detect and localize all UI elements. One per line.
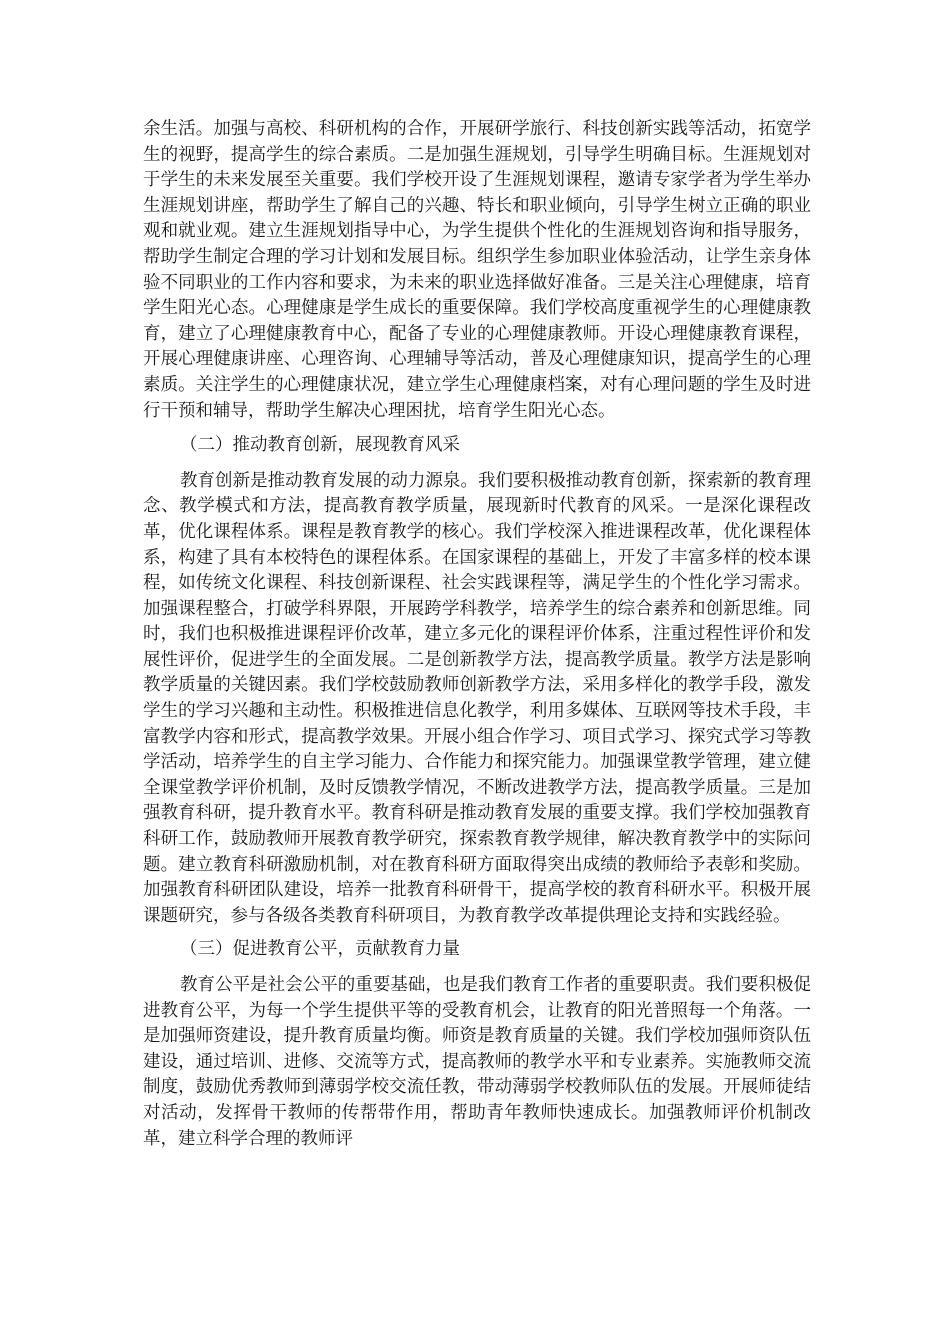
- section-heading-3: （三）促进教育公平，贡献教育力量: [180, 939, 460, 960]
- section-heading-2: （二）推动教育创新，展现教育风采: [180, 435, 460, 456]
- document-page: [143, 117, 811, 1152]
- body-paragraph-3: 教育公平是社会公平的重要基础，也是我们教育工作者的重要职责。我们要积极促进教育公平，为每一个学生提供平等的受教育机会，让教育的阳光普照每一个角落。一是加强师资建设，提升教育质量均衡。师资是教育质量的关键。我们学校加强师资队伍建设，通过培训、进修、交流等方式，提高教师的教学水平和专业素养。实施教师交流制度，鼓励优秀教师到薄弱学校交流任教，带动薄弱学校教师队伍的发展。开展师徒结对活动，发挥骨干教师的传帮带作用，帮助青年教师快速成长。加强教师评价机制改革，建立科学合理的教师评: [143, 975, 811, 1149]
- body-paragraph-2: 教育创新是推动教育发展的动力源泉。我们要积极推动教育创新，探索新的教育理念、教学模式和方法，提高教育教学质量，展现新时代教育的风采。一是深化课程改革，优化课程体系。课程是教育教学的核心。我们学校深入推进课程改革，优化课程体系，构建了具有本校特色的课程体系。在国家课程的基础上，开发了丰富多样的校本课程，如传统文化课程、科技创新课程、社会实践课程等，满足学生的个性化学习需求。加强课程整合，打破学科界限，开展跨学科教学，培养学生的综合素养和创新思维。同时，我们也积极推进课程评价改革，建立多元化的课程评价体系，注重过程性评价和发展性评价，促进学生的全面发展。二是创新教学方法，提高教学质量。教学方法是影响教学质量的关键因素。我们学校鼓励教师创新教学方法，采用多样化的教学手段，激发学生的学习兴趣和主动性。积极推进信息化教学，利用多媒体、互联网等技术手段，丰富教学内容和形式，提高教学效果。开展小组合作学习、项目式学习、探究式学习等教学活动，培养学生的自主学习能力、合作能力和探究能力。加强课堂教学管理，建立健全课堂教学评价机制，及时反馈教学情况，不断改进教学方法，提高教学质量。三是加强教育科研，提升教育水平。教育科研是推动教育发展的重要支撑。我们学校加强教育科研工作，鼓励教师开展教育教学研究，探索教育教学规律，解决教育教学中的实际问题。建立教育科研激励机制，对在教育科研方面取得突出成绩的教师给予表彰和奖励。加强教育科研团队建设，培养一批教育科研骨干，提高学校的教育科研水平。积极开展课题研究，参与各级各类教育科研项目，为教育教学改革提供理论支持和实践经验。: [143, 470, 811, 926]
- body-paragraph-1: 余生活。加强与高校、科研机构的合作，开展研学旅行、科技创新实践等活动，拓宽学生的视野，提高学生的综合素质。二是加强生涯规划，引导学生明确目标。生涯规划对于学生的未来发展至关重要。我们学校开设了生涯规划课程，邀请专家学者为学生举办生涯规划讲座，帮助学生了解自己的兴趣、特长和职业倾向，引导学生树立正确的职业观和就业观。建立生涯规划指导中心，为学生提供个性化的生涯规划咨询和指导服务，帮助学生制定合理的学习计划和发展目标。组织学生参加职业体验活动，让学生亲身体验不同职业的工作内容和要求，为未来的职业选择做好准备。三是关注心理健康，培育学生阳光心态。心理健康是学生成长的重要保障。我们学校高度重视学生的心理健康教育，建立了心理健康教育中心，配备了专业的心理健康教师。开设心理健康教育课程，开展心理健康讲座、心理咨询、心理辅导等活动，普及心理健康知识，提高学生的心理素质。关注学生的心理健康状况，建立学生心理健康档案，对有心理问题的学生及时进行干预和辅导，帮助学生解决心理困扰，培育学生阳光心态。: [143, 119, 811, 421]
